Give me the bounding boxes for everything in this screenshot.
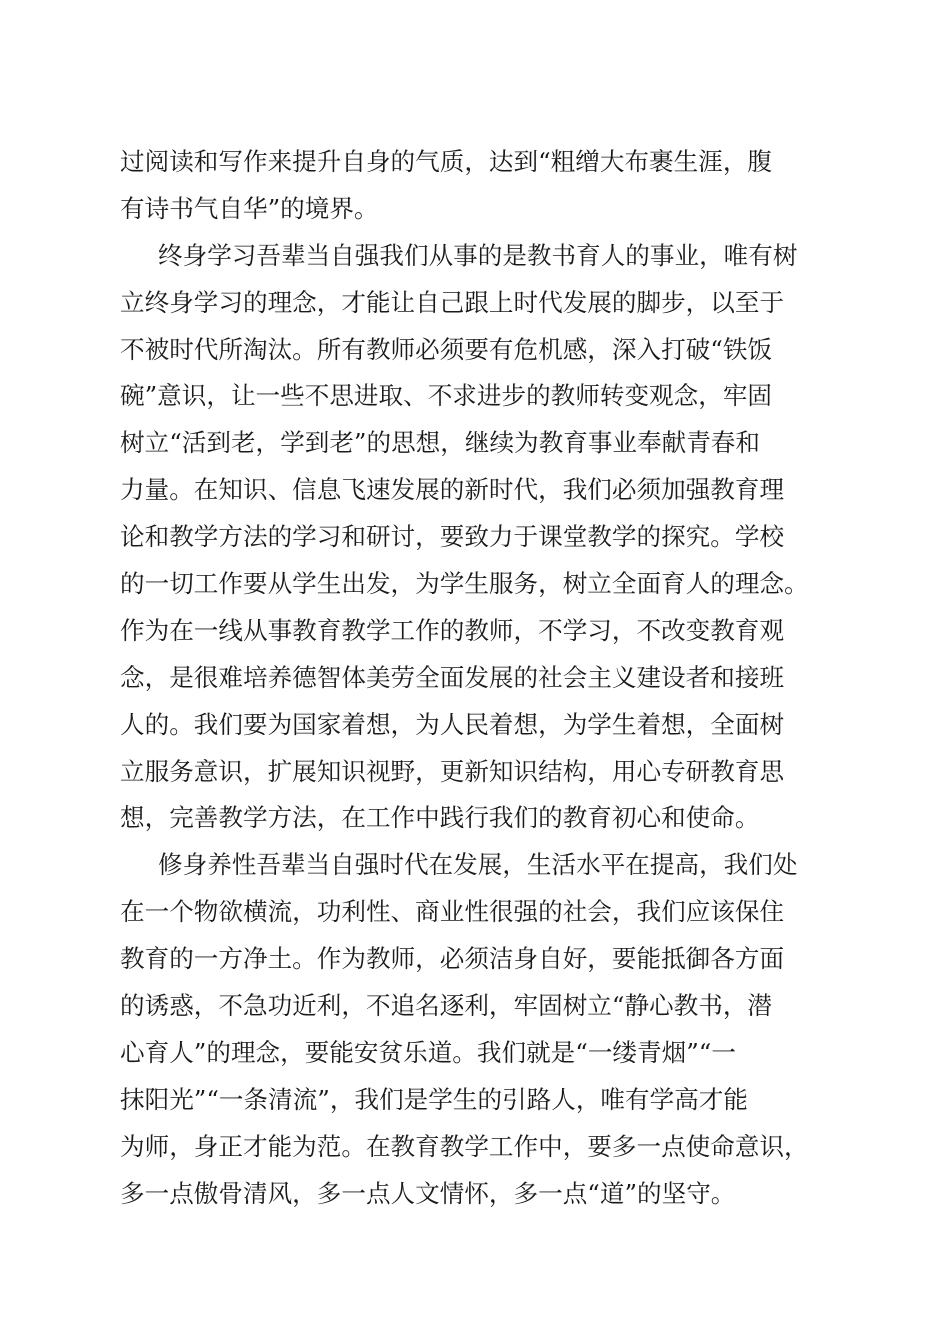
- text-line: 想，完善教学方法，在工作中践行我们的教育初心和使命。: [120, 803, 760, 833]
- text-line: 的一切工作要从学生出发，为学生服务，树立全面育人的理念。: [120, 569, 809, 599]
- text-line: 碗”意识，让一些不思进取、不求进步的教师转变观念，牢固: [120, 381, 773, 411]
- text-line: 立终身学习的理念，才能让自己跟上时代发展的脚步，以至于: [120, 287, 785, 317]
- text-line: 过阅读和写作来提升自身的气质，达到“粗缯大布裹生涯，腹: [120, 147, 773, 176]
- text-line: 力量。在知识、信息飞速发展的新时代，我们必须加强教育理: [120, 475, 785, 505]
- text-line: 念，是很难培养德智体美劳全面发展的社会主义建设者和接班: [120, 662, 785, 692]
- text-line: 心育人”的理念，要能安贫乐道。我们就是“一缕青烟”“一: [120, 1037, 736, 1067]
- text-line: 的诱惑，不急功近利，不追名逐利，牢固树立“静心教书，潜: [120, 991, 773, 1021]
- text-line: 为师，身正才能为范。在教育教学工作中，要多一点使命意识，: [120, 1131, 809, 1161]
- paragraph-lifelong-learning: [120, 233, 840, 843]
- text-line: 树立“活到老，学到老”的思想，继续为教育事业奉献青春和: [120, 428, 760, 458]
- text-line: 论和教学方法的学习和研讨，要致力于课堂教学的探究。学校: [120, 522, 785, 552]
- text-line: 终身学习吾辈当自强我们从事的是教书育人的事业，唯有树: [158, 240, 798, 270]
- text-line: 不被时代所淘汰。所有教师必须要有危机感，深入打破“铁饭: [120, 334, 773, 364]
- text-line: 多一点傲骨清风，多一点人文情怀，多一点“道”的坚守。: [120, 1178, 736, 1208]
- paragraph-self-cultivation: [120, 842, 840, 1217]
- text-line: 修身养性吾辈当自强时代在发展，生活水平在提高，我们处: [158, 850, 798, 880]
- text-line: 抹阳光”“一条清流”，我们是学生的引路人，唯有学高才能: [120, 1084, 748, 1114]
- body-text: [120, 139, 840, 1217]
- text-line: 立服务意识，扩展知识视野，更新知识结构，用心专研教育思: [120, 756, 785, 786]
- text-line: 作为在一线从事教育教学工作的教师，不学习，不改变教育观: [120, 615, 785, 645]
- text-line: 人的。我们要为国家着想，为人民着想，为学生着想，全面树: [120, 709, 785, 739]
- paragraph-continuation: [120, 139, 840, 233]
- text-line: 教育的一方净土。作为教师，必须洁身自好，要能抵御各方面: [120, 944, 785, 974]
- text-line: 在一个物欲横流，功利性、商业性很强的社会，我们应该保住: [120, 897, 785, 927]
- text-line: 有诗书气自华”的境界。: [120, 193, 379, 223]
